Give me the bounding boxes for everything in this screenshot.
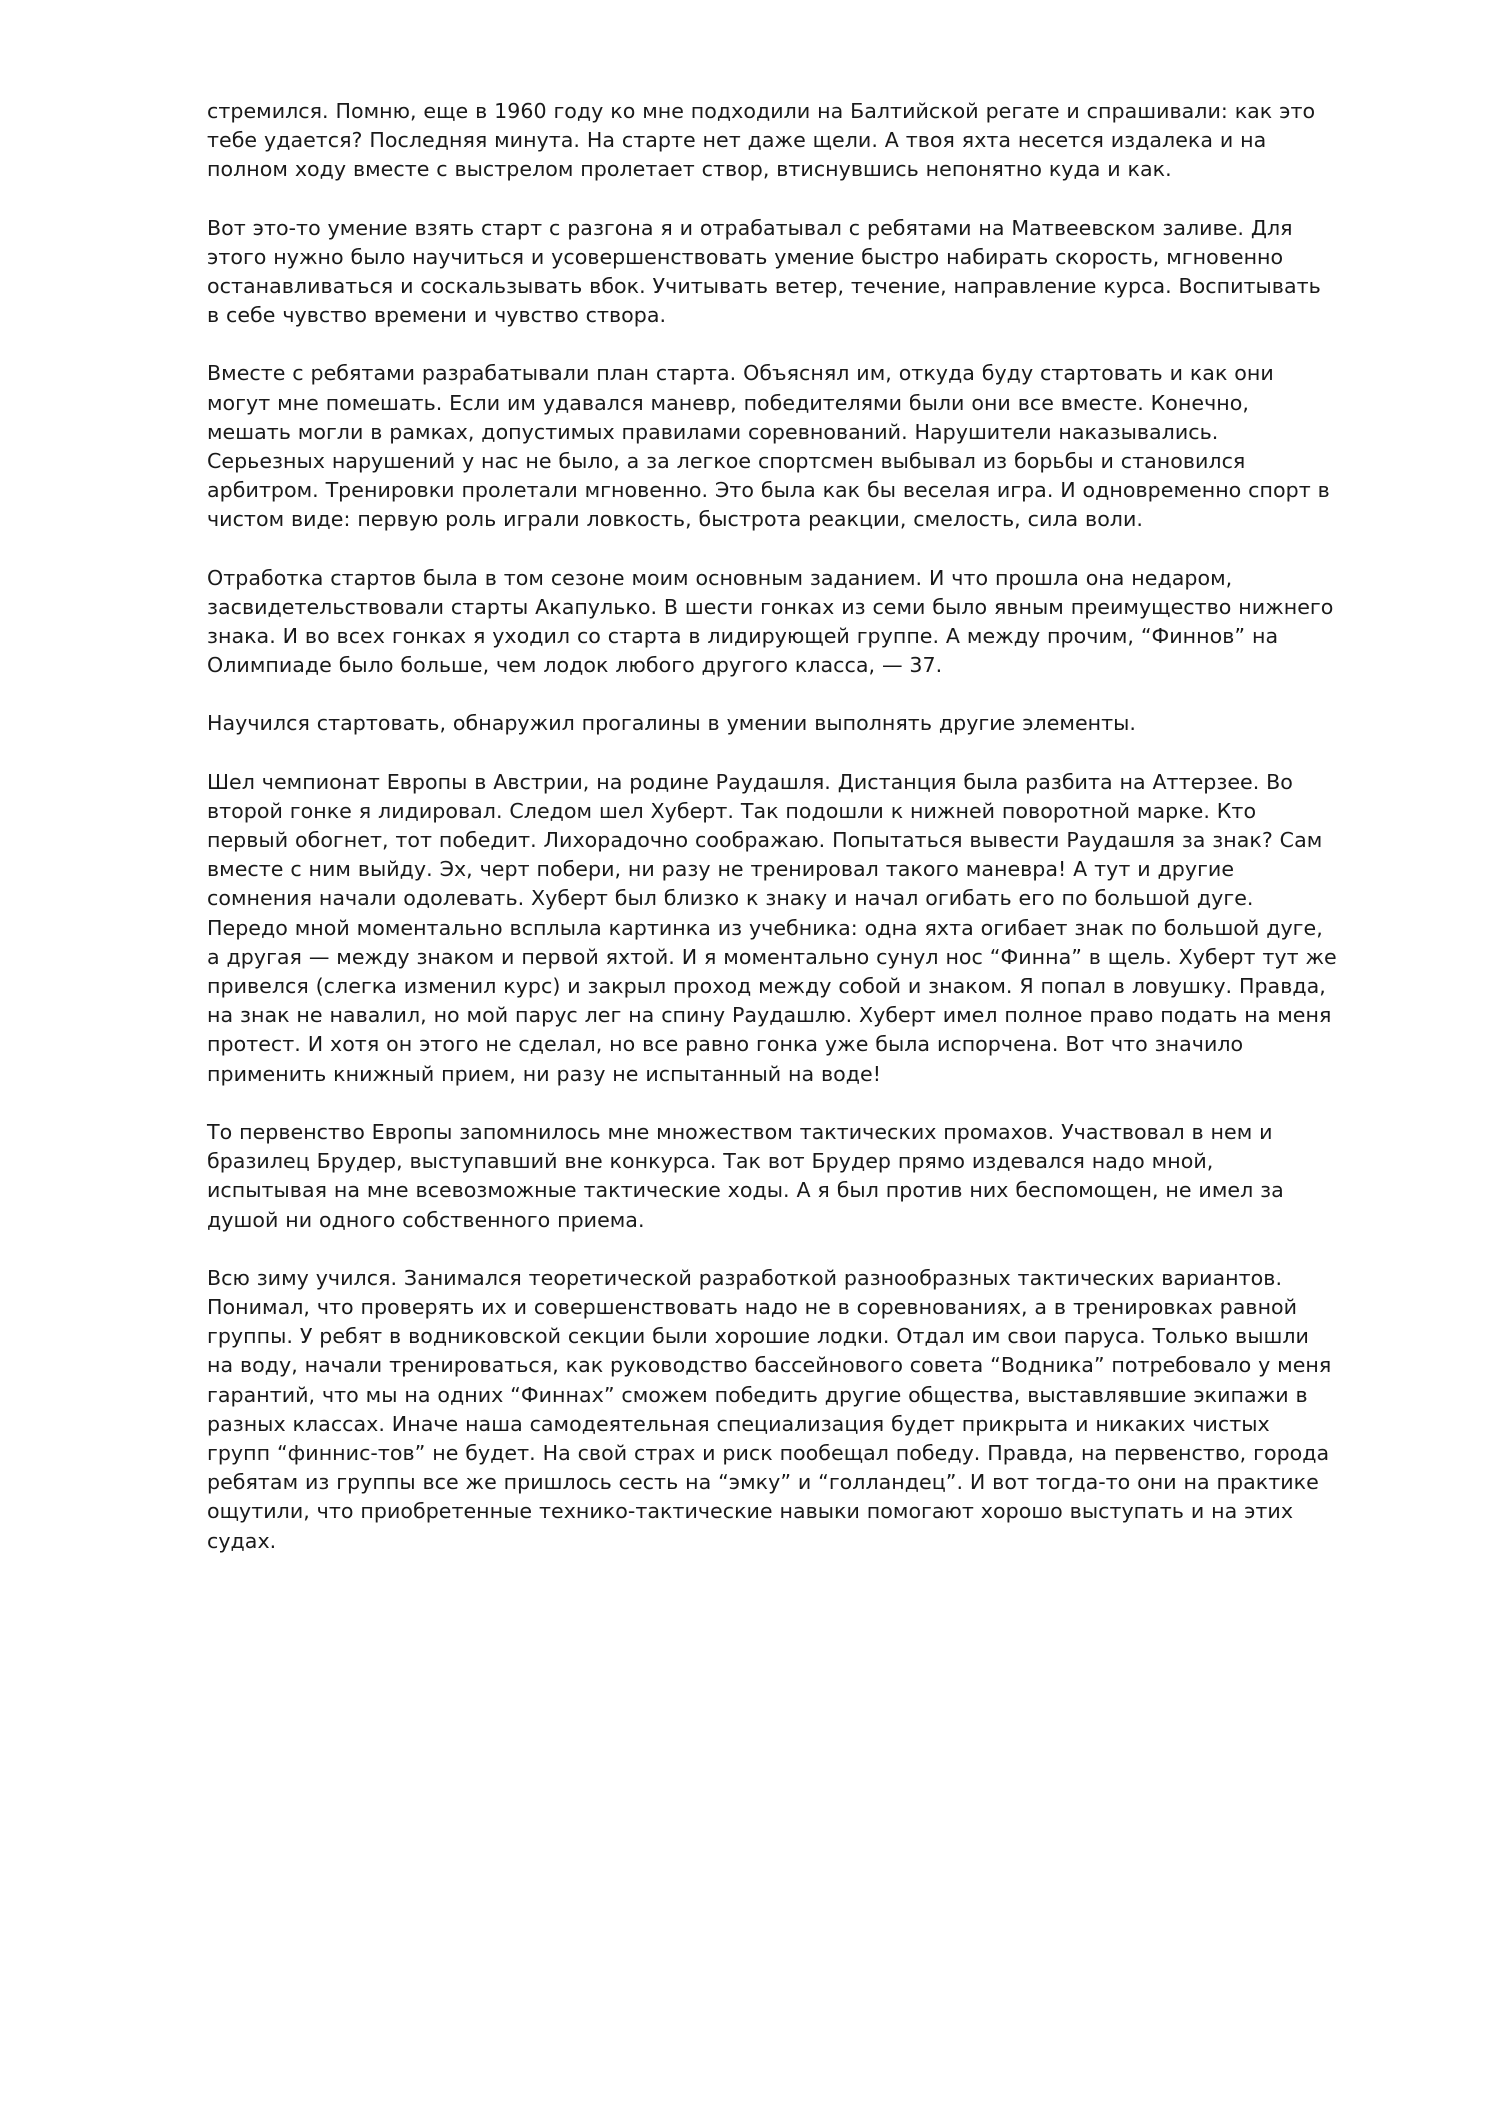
paragraph: Вот это-то умение взять старт с разгона я и отрабатывал с ребятами на Матвеевском заливе. Для этого нужно было научиться и усовершенствовать умение быстро набирать скорость, мгновенно останавливаться и соскальзывать вбок. Учитывать ветер, течение, направление курса. Воспитывать в себе чувство времени и чувство створа.	[207, 215, 1321, 328]
paragraph: стремился. Помню, еще в 1960 году ко мне подходили на Балтийской регате и спрашивали: как это тебе удается? Последняя минута. На старте нет даже щели. А твоя яхта несется издалека и на полном ходу вместе с выстрелом пролетает створ, втиснувшись непонятно куда и как.	[207, 99, 1316, 182]
paragraph: Всю зиму учился. Занимался теоретической разработкой разнообразных тактических вариантов. Понимал, что проверять их и совершенствовать надо не в соревнованиях, а в тренировках равной группы. У ребят в водниковской секции были хорошие лодки. Отдал им свои паруса. Только вышли на воду, начали тренироваться, как руководство бассейнового совета “Водника” потребовало у меня гарантий, что мы на одних “Финнах” сможем победить другие общества, выставлявшие экипажи в разных классах. Иначе наша самодеятельная специализация будет прикрыта и никаких чистых групп “финнис-тов” не будет. На свой страх и риск пообещал победу. Правда, на первенство, города ребятам из группы все же пришлось сесть на “эмку” и “голландец”. И вот тогда-то они на практике ощутили, что приобретенные технико-тактические навыки помогают хорошо выступать и на этих судах.	[207, 1265, 1332, 1553]
paragraph: Научился стартовать, обнаружил прогалины в умении выполнять другие элементы.	[207, 711, 1136, 736]
paragraph: То первенство Европы запомнилось мне множеством тактических промахов. Участвовал в нем и бразилец Брудер, выступавший вне конкурса. Так вот Брудер прямо издевался надо мной, испытывая на мне всевозможные тактические ходы. А я был против них беспомощен, не имел за душой ни одного собственного приема.	[207, 1119, 1284, 1232]
paragraph: Отработка стартов была в том сезоне моим основным заданием. И что прошла она недаром, засвидетельствовали старты Акапулько. В шести гонках из семи было явным преимущество нижнего знака. И во всех гонках я уходил со старта в лидирующей группе. А между прочим, “Финнов” на Олимпиаде было больше, чем лодок любого другого класса, — 37.	[207, 565, 1334, 678]
text-column	[207, 97, 1339, 1556]
paragraph: Вместе с ребятами разрабатывали план старта. Объяснял им, откуда буду стартовать и как они могут мне помешать. Если им удавался маневр, победителями были они все вместе. Конечно, мешать могли в рамках, допустимых правилами соревнований. Нарушители наказывались. Серьезных нарушений у нас не было, а за легкое спортсмен выбывал из борьбы и становился арбитром. Тренировки пролетали мгновенно. Это была как бы веселая игра. И одновременно спорт в чистом виде: первую роль играли ловкость, быстрота реакции, смелость, сила воли.	[207, 361, 1330, 532]
paragraph: Шел чемпионат Европы в Австрии, на родине Раудашля. Дистанция была разбита на Аттерзее. Во второй гонке я лидировал. Следом шел Хуберт. Так подошли к нижней поворотной марке. Кто первый обогнет, тот победит. Лихорадочно соображаю. Попытаться вывести Раудашля за знак? Сам вместе с ним выйду. Эх, черт побери, ни разу не тренировал такого маневра! А тут и другие сомнения начали одолевать. Хуберт был близко к знаку и начал огибать его по большой дуге. Передо мной моментально всплыла картинка из учебника: одна яхта огибает знак по большой дуге, а другая — между знаком и первой яхтой. И я моментально сунул нос “Финна” в щель. Хуберт тут же привелся (слегка изменил курс) и закрыл проход между собой и знаком. Я попал в ловушку. Правда, на знак не навалил, но мой парус лег на спину Раудашлю. Хуберт имел полное право подать на меня протест. И хотя он этого не сделал, но все равно гонка уже была испорчена. Вот что значило применить книжный прием, ни разу не испытанный на воде!	[207, 769, 1337, 1086]
